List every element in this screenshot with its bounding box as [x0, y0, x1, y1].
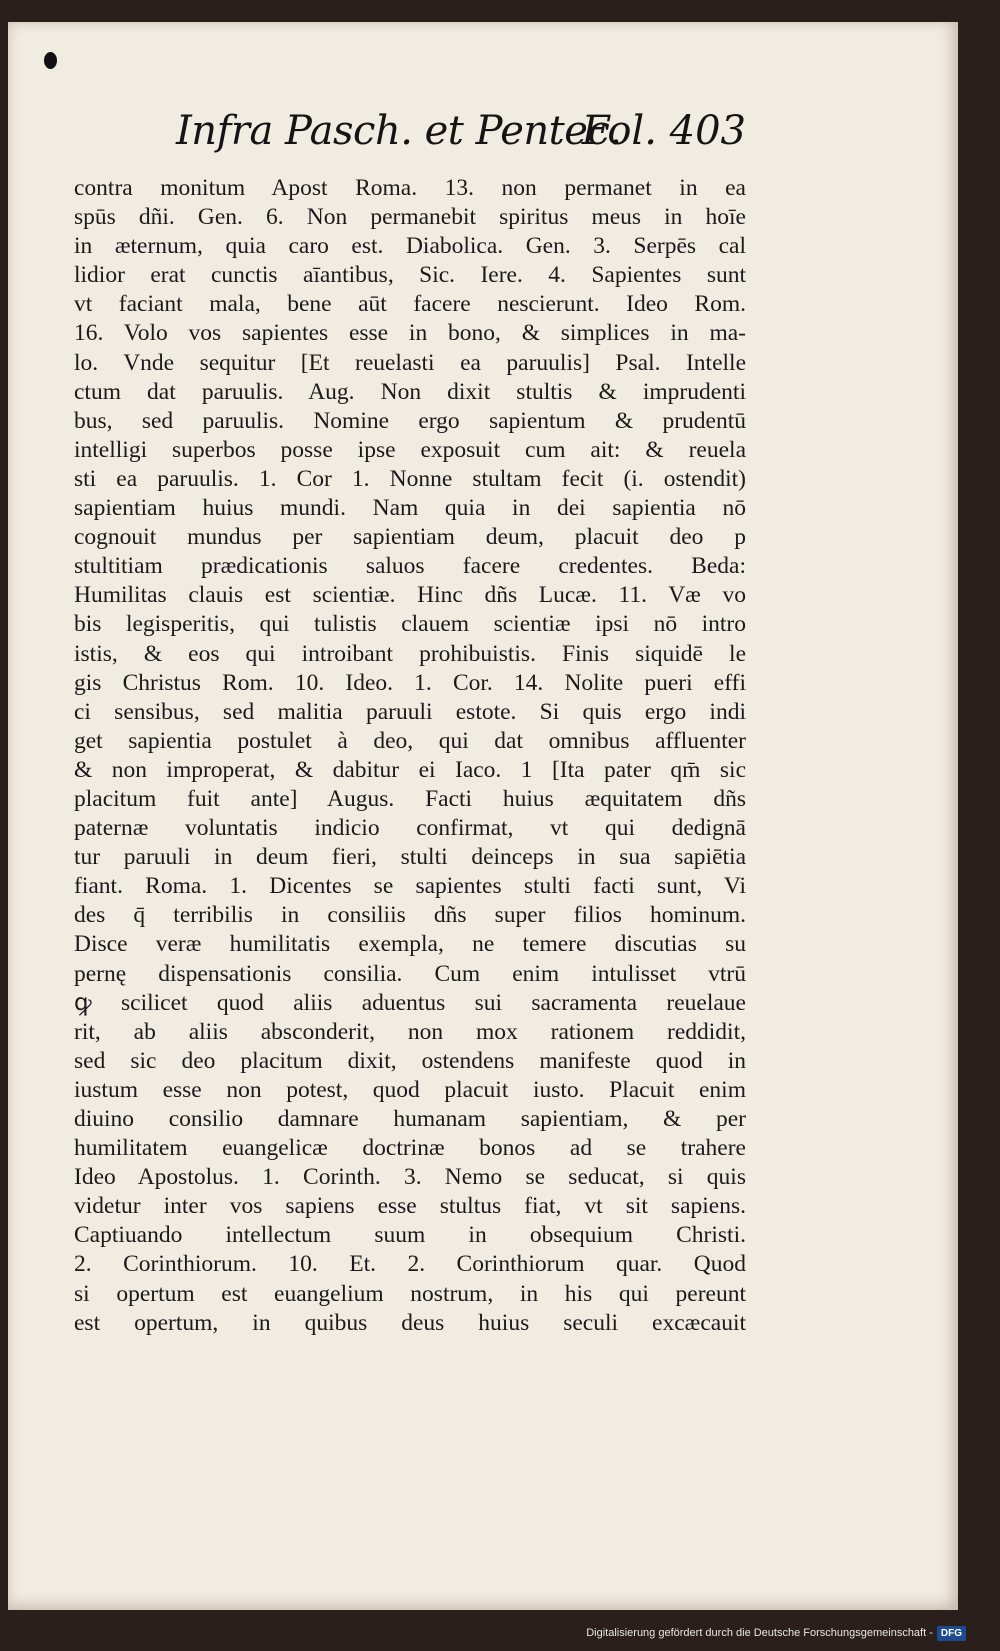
text-line: placitum fuit ante] Augus. Facti huius æquitatem dñs: [74, 785, 746, 812]
text-line: Captiuando intellectum suum in obsequium Christi.: [74, 1222, 746, 1249]
text-line: Ideo Apostolus. 1. Corinth. 3. Nemo se seducat, si quis: [74, 1164, 746, 1191]
text-line: gis Christus Rom. 10. Ideo. 1. Cor. 14. Nolite pueri effi: [74, 669, 746, 696]
text-line: rit, ab aliis absconderit, non mox rationem reddidit,: [74, 1018, 746, 1045]
text-line: des q̄ terribilis in consiliis dñs super filios hominum.: [74, 902, 746, 929]
text-line: iustum esse non potest, quod placuit iusto. Placuit enim: [74, 1076, 746, 1103]
text-line: stultitiam prædicationis saluos facere credentes. Beda:: [74, 553, 746, 580]
text-line: paternæ voluntatis indicio confirmat, vt qui dedignā: [74, 815, 746, 842]
text-line: ꝙ scilicet quod aliis aduentus sui sacramenta reuelaue: [74, 989, 746, 1016]
text-line: fiant. Roma. 1. Dicentes se sapientes stulti facti sunt, Vi: [74, 873, 746, 900]
digitization-credit: [586, 1621, 966, 1645]
text-line: sapientiam huius mundi. Nam quia in dei sapientia nō: [74, 495, 746, 522]
text-line: lidior erat cunctis aīantibus, Sic. Iere. 4. Sapientes sunt: [74, 262, 746, 289]
text-block: [74, 174, 746, 1338]
running-head: [176, 108, 746, 168]
text-line: est opertum, in quibus deus huius seculi excæcauit: [74, 1309, 746, 1336]
book-page: [8, 22, 958, 1610]
text-line: sed sic deo placitum dixit, ostendens manifeste quod in: [74, 1047, 746, 1074]
text-line: in æternum, quia caro est. Diabolica. Gen. 3. Serpēs cal: [74, 233, 746, 260]
text-line: bis legisperitis, qui tulistis clauem scientiæ ipsi nō intro: [74, 611, 746, 638]
text-line: pernę dispensationis consilia. Cum enim intulisset vtrū: [74, 960, 746, 987]
text-line: humilitatem euangelicæ doctrinæ bonos ad se trahere: [74, 1135, 746, 1162]
running-title: Infra Pasch. et Pentec.: [176, 108, 622, 154]
text-line: Disce veræ humilitatis exempla, ne temere discutias su: [74, 931, 746, 958]
text-line: lo. Vnde sequitur [Et reuelasti ea paruulis] Psal. Intelle: [74, 349, 746, 376]
text-line: tur paruuli in deum fieri, stulti deinceps in sua sapiētia: [74, 844, 746, 871]
text-line: Humilitas clauis est scientiæ. Hinc dñs Lucæ. 11. Væ vo: [74, 582, 746, 609]
text-line: si opertum est euangelium nostrum, in his qui pereunt: [74, 1280, 746, 1307]
credit-text: Digitalisierung gefördert durch die Deutsche Forschungsgemeinschaft -: [586, 1627, 933, 1639]
text-line: videtur inter vos sapiens esse stultus fiat, vt sit sapiens.: [74, 1193, 746, 1220]
text-line: spūs dñi. Gen. 6. Non permanebit spiritus meus in hoīe: [74, 204, 746, 231]
text-line: 2. Corinthiorum. 10. Et. 2. Corinthiorum quar. Quod: [74, 1251, 746, 1278]
text-line: get sapientia postulet à deo, qui dat omnibus affluenter: [74, 727, 746, 754]
folio-number: Fol. 403: [581, 108, 746, 154]
text-line: & non improperat, & dabitur ei Iaco. 1 [Ita pater qm̄ sic: [74, 756, 746, 783]
text-line: cognouit mundus per sapientiam deum, placuit deo p: [74, 524, 746, 551]
text-line: ctum dat paruulis. Aug. Non dixit stultis & imprudenti: [74, 378, 746, 405]
text-line: bus, sed paruulis. Nomine ergo sapientum & prudentū: [74, 407, 746, 434]
text-line: diuino consilio damnare humanam sapientiam, & per: [74, 1106, 746, 1132]
text-line: sti ea paruulis. 1. Cor 1. Nonne stultam fecit (i. ostendit): [74, 465, 746, 492]
text-line: istis, & eos qui introibant prohibuistis. Finis siquidē le: [74, 640, 746, 667]
text-line: 16. Volo vos sapientes esse in bono, & simplices in ma-: [74, 320, 746, 347]
ink-blot: [44, 52, 57, 69]
text-line: vt faciant mala, bene aūt facere nescierunt. Ideo Rom.: [74, 291, 746, 318]
text-line: intelligi superbos posse ipse exposuit cum ait: & reuela: [74, 436, 746, 463]
text-line: contra monitum Apost Roma. 13. non permanet in ea: [74, 175, 746, 201]
text-line: ci sensibus, sed malitia paruuli estote. Si quis ergo indi: [74, 698, 746, 725]
dfg-logo: DFG: [937, 1626, 966, 1641]
